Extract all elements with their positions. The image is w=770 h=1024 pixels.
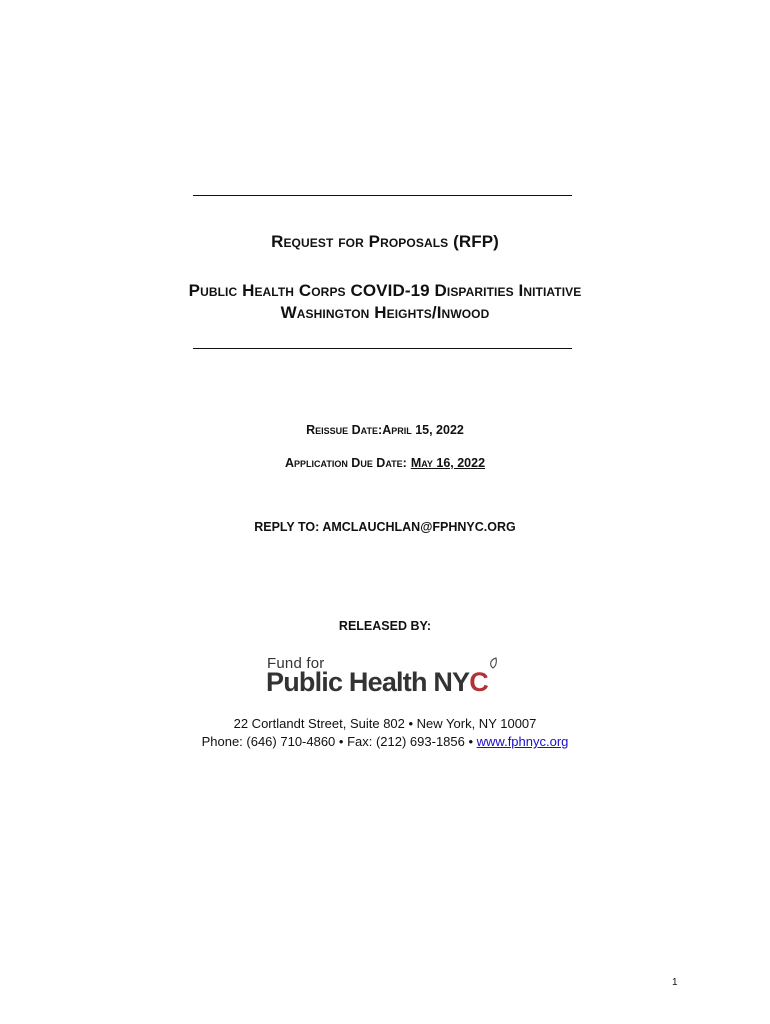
page-number: 1 <box>672 977 678 988</box>
website-link[interactable]: www.fphnyc.org <box>476 734 569 749</box>
logo-line-2 <box>266 667 488 698</box>
initiative-title: Public Health Corps COVID-19 Disparities Initiative <box>188 281 582 300</box>
logo-line-1: Fund for <box>267 655 325 672</box>
contact-line <box>0 734 770 749</box>
phone-fax: Phone: (646) 710-4860 • Fax: (212) 693-1856 • <box>201 734 477 749</box>
reissue-date-value: April 15, 2022 <box>382 423 464 437</box>
fund-for-public-health-nyc-logo <box>266 655 506 697</box>
mailing-address: 22 Cortlandt Street, Suite 802 • New York, NY 10007 <box>233 716 537 731</box>
location-title: Washington Heights/Inwood <box>280 303 490 322</box>
document-title: Request for Proposals (RFP) <box>271 232 499 251</box>
released-by: RELEASED BY: <box>338 619 432 633</box>
logo-name: Public Health NY <box>266 667 470 697</box>
leaf-icon <box>488 657 498 669</box>
application-due-date <box>0 456 770 470</box>
top-rule <box>193 195 572 196</box>
reissue-date <box>0 423 770 437</box>
reply-to: REPLY TO: AMCLAUCHLAN@FPHNYC.ORG <box>254 520 516 534</box>
logo-accent-letter: C <box>469 667 488 697</box>
due-date-label: Application Due Date: <box>284 456 407 470</box>
reissue-date-label: Reissue Date: <box>306 423 383 437</box>
bottom-rule <box>193 348 572 349</box>
due-date-value: May 16, 2022 <box>410 456 486 470</box>
